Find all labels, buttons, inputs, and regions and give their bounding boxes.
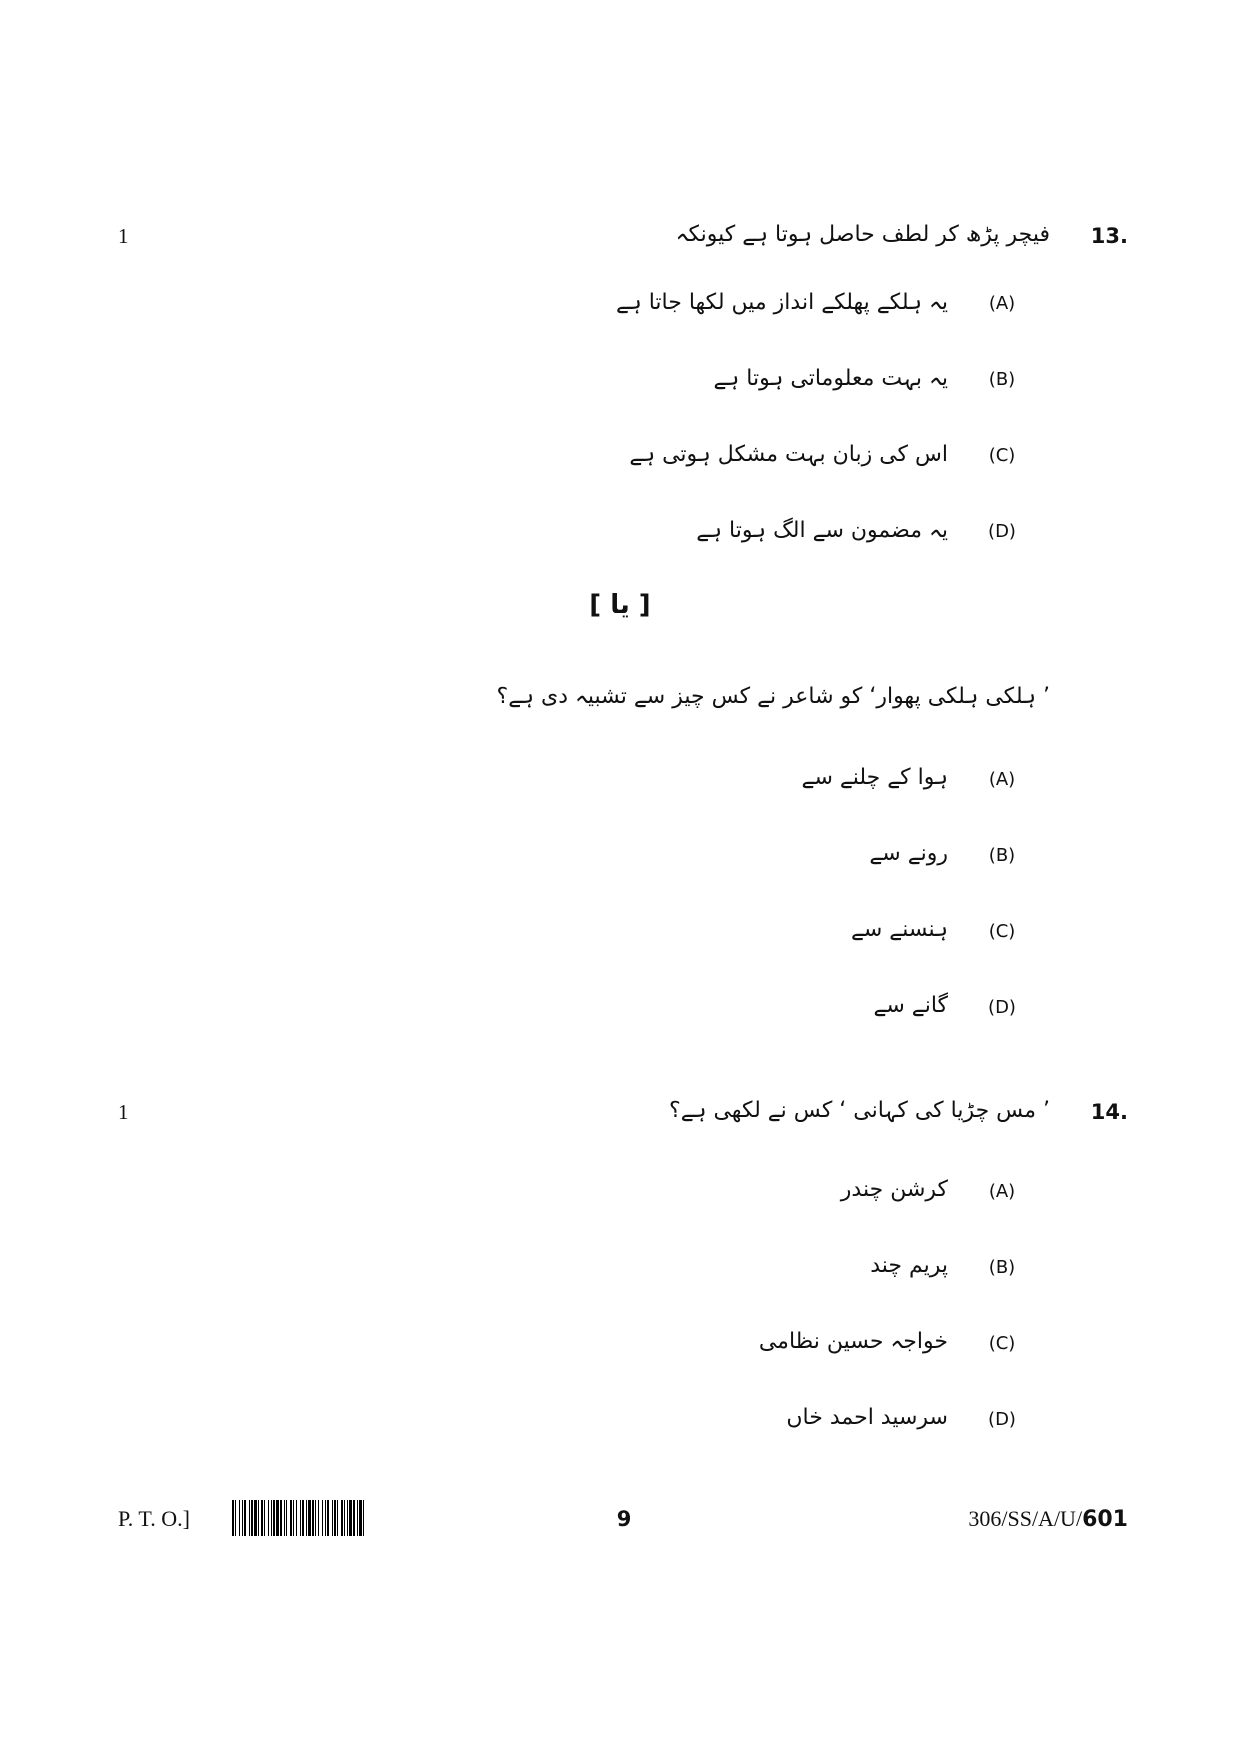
q13-number: 13. [1090, 224, 1128, 248]
q13-option-b-text: یہ بہت معلوماتی ہوتا ہے [713, 366, 948, 391]
q13-marks: 1 [118, 224, 129, 248]
q13-option-d-text: یہ مضمون سے الگ ہوتا ہے [696, 518, 948, 543]
q13-alt-option-b-text: رونے سے [869, 841, 948, 866]
page-number: 9 [616, 1507, 632, 1531]
paper-code-prefix: 306/SS/A/U/ [968, 1506, 1083, 1531]
q13-alt-option-c-text: ہنسنے سے [850, 917, 948, 942]
q13-alt-option-a-text: ہوا کے چلنے سے [801, 765, 948, 790]
or-separator: [ یا ] [589, 590, 651, 620]
q14-option-a-text: کرشن چندر [840, 1177, 948, 1202]
q14-option-c-label: (C) [988, 1333, 1016, 1354]
q14-option-d-text: سرسید احمد خاں [786, 1405, 948, 1430]
q13-option-b-label: (B) [988, 369, 1016, 390]
q13-alt-option-c-label: (C) [988, 921, 1016, 942]
barcode-image [232, 1500, 556, 1536]
q14-number: 14. [1090, 1100, 1128, 1124]
q13-alt-option-b-label: (B) [988, 845, 1016, 866]
q13-option-d-label: (D) [988, 521, 1016, 542]
q14-option-d-label: (D) [988, 1409, 1016, 1430]
pto-label: P. T. O.] [118, 1506, 190, 1531]
q13-option-c-label: (C) [988, 445, 1016, 466]
q13-alt-option-d-text: گانے سے [873, 993, 948, 1018]
q13-alt-stem: ’ ہلکی ہلکی پھوار‘ کو شاعر نے کس چیز سے تشبیہ دی ہے؟ [496, 684, 1050, 709]
q13-alt-option-d-label: (D) [988, 997, 1016, 1018]
q13-option-a-label: (A) [988, 293, 1016, 314]
q13-option-c-text: اس کی زبان بہت مشکل ہوتی ہے [629, 442, 948, 467]
paper-code [968, 1506, 1128, 1532]
q14-option-b-text: پریم چند [870, 1253, 948, 1278]
q14-option-a-label: (A) [988, 1181, 1016, 1202]
paper-code-bold: 601 [1082, 1507, 1128, 1532]
q13-option-a-text: یہ ہلکے پھلکے انداز میں لکھا جاتا ہے [615, 290, 948, 315]
q13-stem: فیچر پڑھ کر لطف حاصل ہوتا ہے کیونکہ [675, 222, 1050, 247]
q14-option-b-label: (B) [988, 1257, 1016, 1278]
q14-marks: 1 [118, 1100, 129, 1124]
q14-stem: ’ مس چڑیا کی کہانی ‘ کس نے لکھی ہے؟ [669, 1098, 1050, 1123]
q13-alt-option-a-label: (A) [988, 769, 1016, 790]
q14-option-c-text: خواجہ حسین نظامی [758, 1329, 948, 1354]
